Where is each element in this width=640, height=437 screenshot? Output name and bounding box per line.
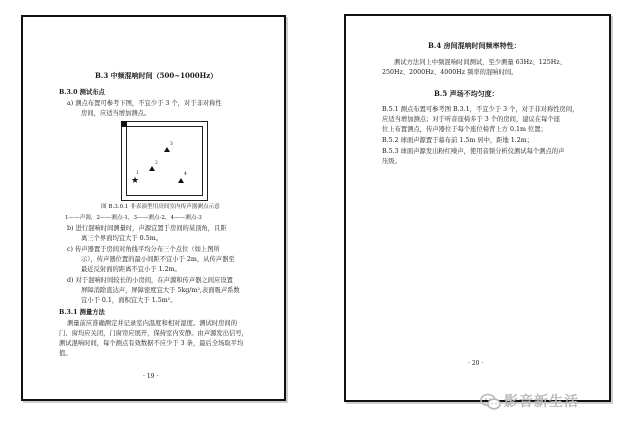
figure-legend: 1——声源，2——测点-1，3——测点-2，4——测点-3 <box>65 215 202 221</box>
item-d-line2: 屏障消除直达声，屏障密度宜大于 5kg/m²,表面吸声系数 <box>81 287 240 294</box>
item-b-line2: 离三个界面均宜大于 0.5m。 <box>81 235 162 242</box>
item-c-line1: c) 传声器置于房间对角线平均分布三个点位（如上图所 <box>67 246 220 253</box>
b31-line1: 测量前应准确测定并记录室内温度和相对湿度。测试时房间的 <box>67 320 238 327</box>
item-a-line2: 房间，应适当增加测点。 <box>81 110 151 117</box>
b4-line2: 250Hz、2000Hz、4000Hz 频率的混响时间。 <box>382 69 518 76</box>
b53-line1: B.5.3 球面声源发出粉红噪声，使用音频分析仪测试每个测点的声 <box>382 148 565 155</box>
item-d-line1: d) 对于混响时间较长的小房间，在声源和传声器之间应设置 <box>67 277 233 284</box>
microphone-layout-figure <box>121 121 208 201</box>
item-b-line1: b) 进行混响时间测量时，声源宜置于房间的某顶角，且距 <box>67 225 227 232</box>
section-title-b5: B.5 声场不均匀度： <box>434 89 499 98</box>
room-corner-marker <box>121 121 127 127</box>
right-page <box>344 14 611 402</box>
item-d-line3: 宜小于 0.1，面积宜大于 1.5m²。 <box>81 297 177 304</box>
left-page <box>21 15 286 401</box>
b4-line1: 测试方法同上中频混响时间测试，至少测量 63Hz、125Hz、 <box>394 59 566 66</box>
figure-label-3: 3 <box>170 142 173 147</box>
sound-source-star-icon: ★ <box>131 176 140 186</box>
heading-b31: B.3.1 测量方法 <box>59 309 105 316</box>
b51-line2: 应适当增加测点；对于听音座椅多于 3 个的房间，建议在每个座 <box>382 116 561 123</box>
item-a-line1: a) 测点布置可参考下图，不宜少于 3 个，对于非对称性 <box>67 100 222 107</box>
b52-line1: B.5.2 球面声源置于幕布前 1.5m 居中，距地 1.2m； <box>382 137 534 144</box>
b51-line3: 位上布置测点，传声器位于每个座位椅背上方 0.1m 位置； <box>382 126 547 133</box>
mic-point-3-triangle-icon <box>178 178 184 183</box>
section-title-b3: B.3 中频混响时间（500~1000Hz） <box>95 71 218 80</box>
item-c-line2: 示），传声器位置的最小间距不宜小于 2m，从传声器至 <box>81 256 235 263</box>
b51-line1: B.5.1 测点布置可参考图 B.3.1，不宜少于 3 个，对于非对称性房间， <box>382 106 579 113</box>
b31-line4: 值。 <box>59 350 72 357</box>
mic-point-1-triangle-icon <box>149 166 155 171</box>
page-number-left: · 19 · <box>143 373 159 380</box>
watermark-text: 影音新生活 <box>504 394 579 410</box>
b31-line2: 门、窗均应关闭，门窗帘应展开，保持室内安静。由声源发出信号， <box>59 330 248 337</box>
figure-caption: 图 B.3.0.1 非表演型用房间室内传声器测点示意 <box>101 204 220 210</box>
figure-label-4: 4 <box>184 172 187 177</box>
figure-label-2: 2 <box>155 161 158 166</box>
figure-label-1: 1 <box>136 171 139 176</box>
b53-line2: 压级。 <box>382 158 401 165</box>
wechat-logo-icon <box>480 393 502 411</box>
page-number-right: · 20 · <box>468 360 484 367</box>
b31-line3: 测试混响时间，每个测点有效数据不应少于 3 条，最后全场取平均 <box>59 340 244 347</box>
watermark <box>480 392 630 414</box>
section-title-b4: B.4 房间混响时间频率特性： <box>428 41 521 50</box>
heading-b30: B.3.0 测试布点 <box>59 89 105 96</box>
mic-point-2-triangle-icon <box>164 147 170 152</box>
item-c-line3: 最近反射面的距离不宜小于 1.2m。 <box>81 266 181 273</box>
